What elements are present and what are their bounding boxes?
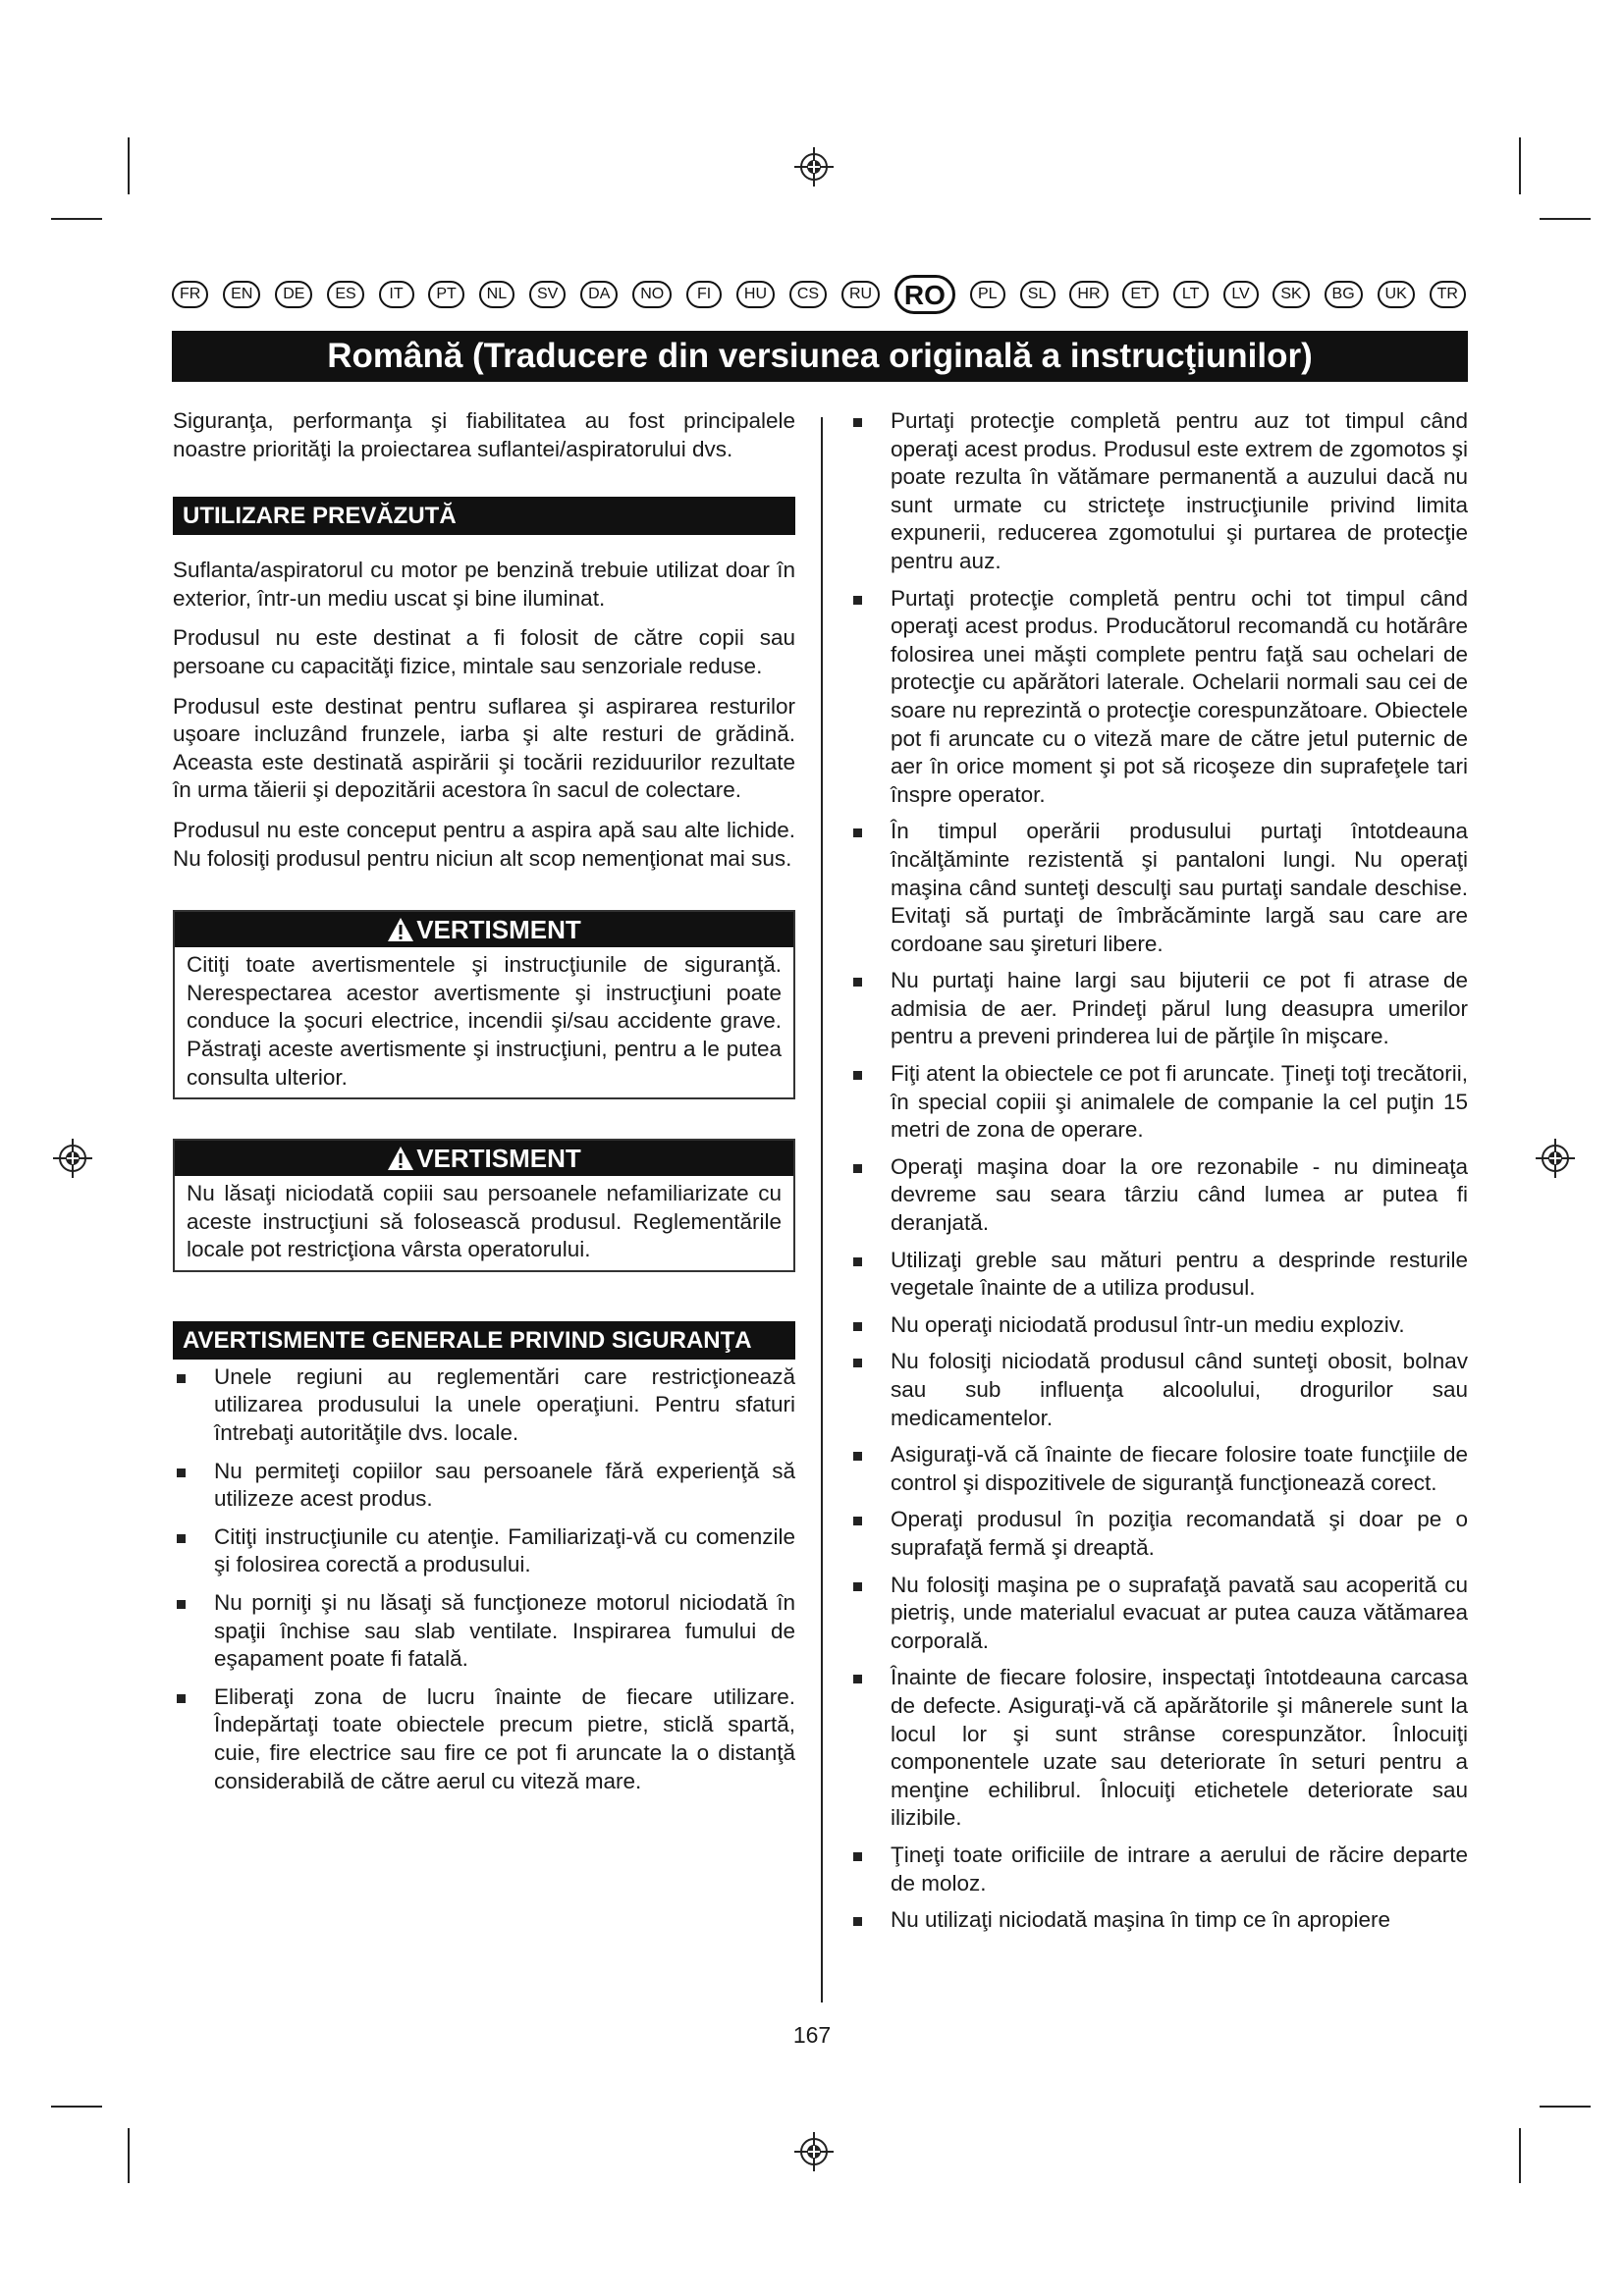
crop-mark [1540, 218, 1591, 220]
list-item: Operaţi maşina doar la ore rezonabile - nu dimineaţa devreme sau seara târziu când lumea ar putea fi deranjată. [849, 1153, 1468, 1238]
language-badge: EN [223, 281, 260, 308]
language-badge: NO [632, 281, 672, 308]
intended-use-paragraph: Produsul nu este destinat a fi folosit de către copii sau persoane cu capacităţi fizice, mintale sau senzoriale reduse. [173, 625, 795, 678]
list-item: Eliberaţi zona de lucru înainte de fiecare utilizare. Îndepărtaţi toate obiectele precum pietre, sticlă spartă, cuie, fire electrice sau fire ce pot fi aruncate la o distanţă considerabilă de către aerul cu viteză mare. [173, 1683, 795, 1795]
language-badge: UK [1378, 281, 1415, 308]
warning-title: VERTISMENT [416, 1144, 581, 1174]
bullet-icon [853, 1582, 862, 1591]
page-number: 167 [792, 2022, 832, 2048]
language-badge: ET [1122, 281, 1158, 308]
bullet-icon [177, 1600, 186, 1609]
language-badge-active: RO [894, 275, 955, 314]
list-item: Înainte de fiecare folosire, inspectaţi întotdeauna carcasa de defecte. Asiguraţi-vă că apărătorile şi mânerele sunt la locul lor şi sunt strânse corespunzător. Înlocuiţi componentele uzate sau deteriorate în seturi pentru a menţine echilibrul. Înlocuiţi etichetele deteriorate sau ilizibile. [849, 1664, 1468, 1833]
bullet-icon [853, 418, 862, 427]
page-title: Română (Traducere din versiunea originală a instrucţiunilor) [172, 331, 1468, 382]
language-badge: DA [580, 281, 618, 308]
language-badge: IT [379, 281, 414, 308]
column-divider [821, 417, 823, 2002]
language-badge: PT [428, 281, 463, 308]
general-safety-list [173, 1363, 795, 1795]
bullet-icon [177, 1468, 186, 1477]
language-bar [172, 275, 1466, 314]
language-badge: ES [327, 281, 363, 308]
intro-paragraph: Siguranţa, performanţa şi fiabilitatea au fost principalele noastre priorităţi la proiectarea suflantei/aspiratorului dvs. [173, 408, 795, 461]
list-item: Nu purtaţi haine largi sau bijuterii ce pot fi atrase de admisia de aer. Prindeţi părul lung deasupra umerilor pentru a preveni prinderea lui de părţile în mişcare. [849, 967, 1468, 1051]
language-badge: LV [1223, 281, 1259, 308]
registration-mark-icon [1534, 1137, 1577, 1180]
registration-mark-icon [792, 145, 836, 188]
bullet-icon [853, 1675, 862, 1683]
bullet-icon [177, 1374, 186, 1383]
list-item: Operaţi produsul în poziţia recomandată şi doar pe o suprafaţă fermă şi dreaptă. [849, 1506, 1468, 1562]
warning-header [175, 912, 793, 947]
language-badge: SK [1272, 281, 1309, 308]
section-heading-intended-use: UTILIZARE PREVĂZUTĂ [173, 497, 795, 535]
warning-text: Citiţi toate avertismentele şi instrucţiunile de siguranţă. Nerespectarea acestor avertismente şi instrucţiuni poate conduce la şocuri electrice, incendii şi/sau accidente grave. Păstraţi aceste avertismente şi instrucţiuni, pentru a le putea consulta ulterior. [187, 952, 782, 1090]
list-item: Nu folosiţi maşina pe o suprafaţă pavată sau acoperită cu pietriş, unde materialul evacuat ar putea cauza vătămarea corporală. [849, 1572, 1468, 1656]
bullet-icon [853, 1257, 862, 1266]
crop-mark [1519, 137, 1521, 194]
right-column [849, 407, 1468, 1944]
language-badge: CS [789, 281, 827, 308]
list-item: Fiţi atent la obiectele ce pot fi aruncate. Ţineţi toţi trecătorii, în special copiii şi animalele de companie la cel puţin 15 metri de zona de operare. [849, 1060, 1468, 1145]
crop-mark [1519, 2128, 1521, 2183]
language-badge: BG [1325, 281, 1363, 308]
bullet-icon [853, 1517, 862, 1525]
bullet-icon [853, 1164, 862, 1173]
language-badge: NL [479, 281, 514, 308]
intended-use-paragraph: Produsul nu este conceput pentru a aspira apă sau alte lichide. Nu folosiţi produsul pentru niciun alt scop nemenţionat mai sus. [173, 817, 795, 871]
warning-triangle-icon [387, 1146, 414, 1171]
list-item: În timpul operării produsului purtaţi întotdeauna încălţăminte rezistentă şi pantaloni lungi. Nu operaţi maşina când sunteţi desculţi sau purtaţi sandale deschise. Evitaţi să purtaţi de îmbrăcăminte largă sau care are cordoane sau şireturi libere. [849, 818, 1468, 958]
bullet-icon [853, 1452, 862, 1461]
bullet-icon [853, 978, 862, 987]
bullet-icon [853, 1322, 862, 1331]
crop-mark [1540, 2106, 1591, 2108]
registration-mark-icon [792, 2130, 836, 2173]
warning-header [175, 1141, 793, 1176]
list-item: Purtaţi protecţie completă pentru auz tot timpul când operaţi acest produs. Produsul este extrem de zgomotos şi poate rezulta în vătămare permanentă a auzului dacă nu sunt urmate cu stricteţe instrucţiunile privind limita expunerii, reducerea zgomotului şi purtarea de protecţie pentru auz. [849, 407, 1468, 576]
bullet-icon [853, 828, 862, 837]
safety-list [849, 407, 1468, 1935]
bullet-icon [853, 1917, 862, 1926]
warning-box [173, 1139, 795, 1272]
left-column [173, 407, 795, 1805]
crop-mark [51, 2106, 102, 2108]
list-item: Nu porniţi şi nu lăsaţi să funcţioneze motorul niciodată în spaţii închise sau slab ventilate. Inspirarea fumului de eşapament poate fi fatală. [173, 1589, 795, 1674]
section-heading-general-safety: AVERTISMENTE GENERALE PRIVIND SIGURANŢA [173, 1321, 795, 1360]
bullet-icon [853, 1852, 862, 1861]
language-badge: DE [275, 281, 312, 308]
list-item: Nu folosiţi niciodată produsul când sunteţi obosit, bolnav sau sub influenţa alcoolului, drogurilor sau medicamentelor. [849, 1348, 1468, 1432]
language-badge: PL [970, 281, 1005, 308]
intended-use-paragraph: Produsul este destinat pentru suflarea şi aspirarea resturilor uşoare incluzând frunzele, iarba şi alte resturi de grădină. Aceasta este destinată aspirării şi tocării reziduurilor rezultate în urma tăierii şi depozitării acestora în sacul de colectare. [173, 693, 795, 803]
warning-box [173, 910, 795, 1099]
bullet-icon [177, 1534, 186, 1543]
list-item: Nu utilizaţi niciodată maşina în timp ce în apropiere [849, 1906, 1468, 1935]
list-item: Asiguraţi-vă că înainte de fiecare folosire toate funcţiile de control şi dispozitivele de siguranţă funcţionează corect. [849, 1441, 1468, 1497]
language-badge: TR [1430, 281, 1466, 308]
bullet-icon [177, 1694, 186, 1703]
crop-mark [128, 137, 130, 194]
language-badge: RU [841, 281, 880, 308]
crop-mark [128, 2128, 130, 2183]
warning-triangle-icon [387, 917, 414, 942]
language-badge: LT [1173, 281, 1209, 308]
intended-use-paragraph: Suflanta/aspiratorul cu motor pe benzină trebuie utilizat doar în exterior, într-un mediu uscat şi bine iluminat. [173, 558, 795, 611]
registration-mark-icon [51, 1137, 94, 1180]
list-item: Ţineţi toate orificiile de intrare a aerului de răcire departe de moloz. [849, 1842, 1468, 1897]
list-item: Nu permiteţi copiilor sau persoanele fără experienţă să utilizeze acest produs. [173, 1458, 795, 1514]
language-badge: SV [529, 281, 566, 308]
list-item: Unele regiuni au reglementări care restricţionează utilizarea produsului la unele operaţiuni. Pentru sfaturi întrebaţi autorităţile dvs. locale. [173, 1363, 795, 1448]
list-item: Utilizaţi greble sau mături pentru a desprinde resturile vegetale înainte de a utiliza produsul. [849, 1247, 1468, 1303]
language-badge: FI [686, 281, 722, 308]
list-item: Citiţi instrucţiunile cu atenţie. Familiarizaţi-vă cu comenzile şi folosirea corectă a produsului. [173, 1523, 795, 1579]
language-badge: HR [1069, 281, 1108, 308]
warning-title: VERTISMENT [416, 915, 581, 945]
language-badge: HU [736, 281, 775, 308]
language-badge: SL [1020, 281, 1056, 308]
list-item: Nu operaţi niciodată produsul într-un mediu exploziv. [849, 1311, 1468, 1340]
bullet-icon [853, 1359, 862, 1367]
list-item: Purtaţi protecţie completă pentru ochi tot timpul când operaţi acest produs. Producătorul recomandă cu hotărâre folosirea unei măşti complete pentru faţă sau ochelari de protecţie cu apărători laterale. Ochelarii normali sau cei de soare nu reprezintă o protecţie corespunzătoare. Obiectele pot fi aruncate cu o viteză mare de către jetul puternic de aer în orice moment şi pot să ricoşeze din suprafeţele tari înspre operator. [849, 585, 1468, 810]
bullet-icon [853, 596, 862, 605]
warning-text: Nu lăsaţi niciodată copiii sau persoanele nefamiliarizate cu aceste instrucţiuni să folosească produsul. Reglementările locale pot restricţiona vârsta operatorului. [187, 1181, 782, 1262]
language-badge: FR [172, 281, 208, 308]
bullet-icon [853, 1071, 862, 1080]
crop-mark [51, 218, 102, 220]
